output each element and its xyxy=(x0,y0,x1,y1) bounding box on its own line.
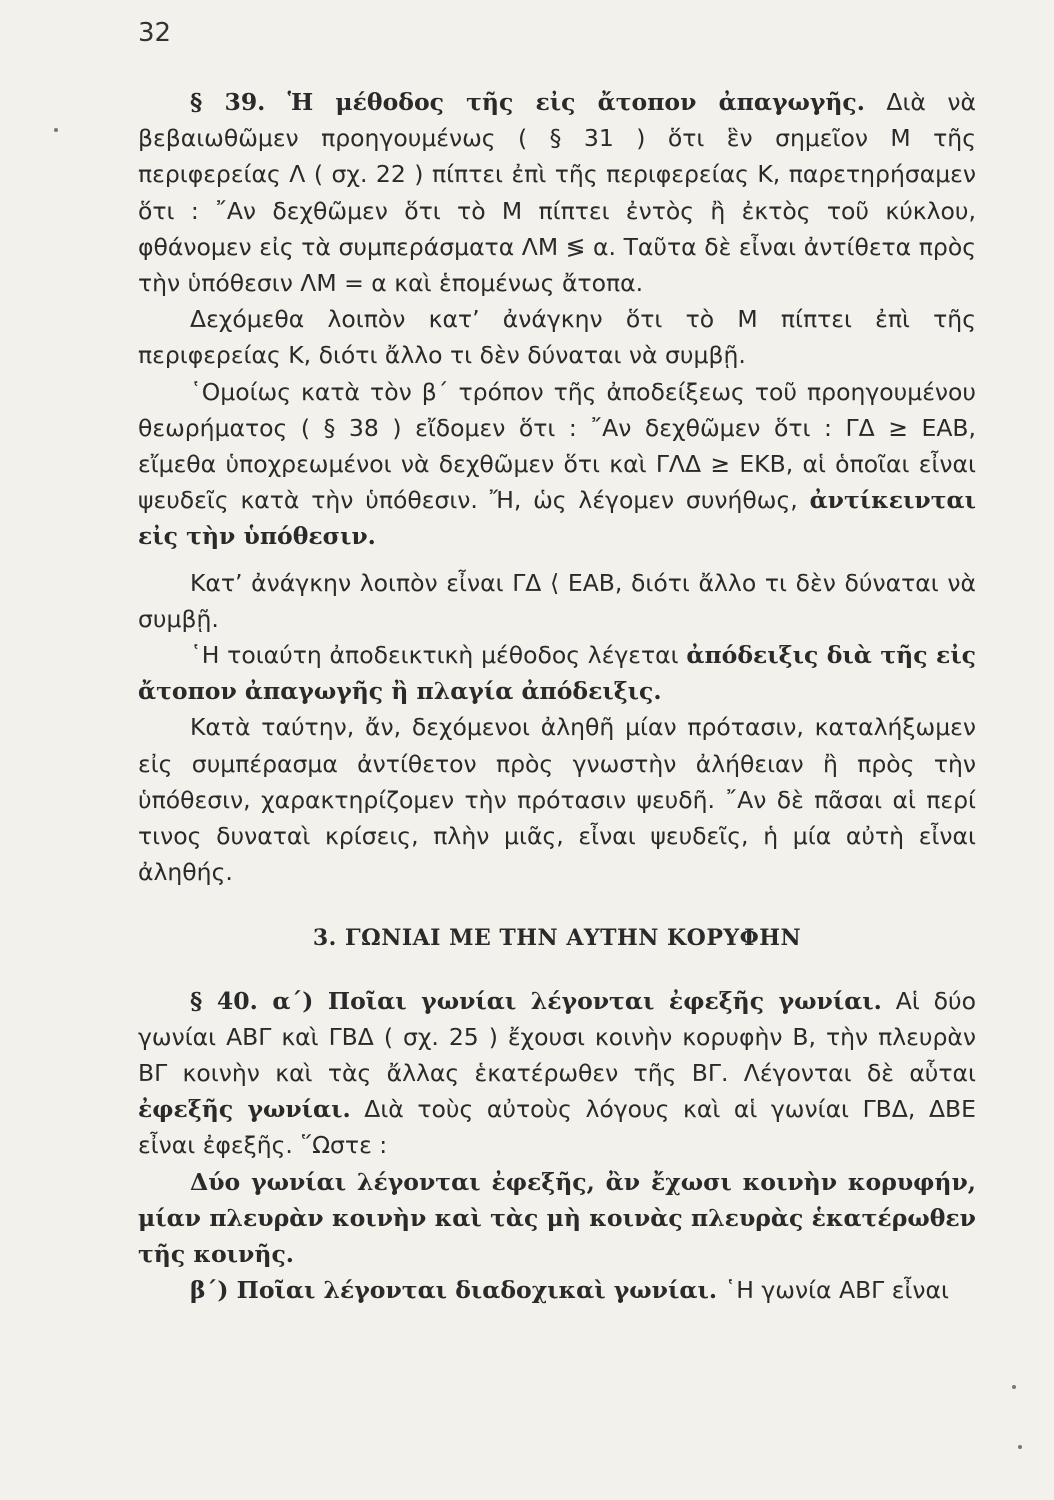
paragraph-method xyxy=(138,637,976,709)
therefore-text: Κατ’ ἀνάγκην λοιπὸν εἶναι ΓΔ ⟨ ΕΑΒ, διότι ἄλλο τι δὲν δύναται νὰ συμβῇ. xyxy=(138,568,976,633)
chapter-heading: 3. ΓΩΝΙΑΙ ΜΕ ΤΗΝ ΑΥΤΗΝ ΚΟΡΥΦΗΝ xyxy=(312,925,802,952)
section-40-text-2: Διὰ τοὺς αὐτοὺς λόγους καὶ αἱ γωνίαι ΓΒΔ, ΔΒΕ εἶναι ἐφεξῆς. ῞Ωστε : xyxy=(138,1095,976,1160)
paragraph-therefore xyxy=(138,565,976,637)
dust-speck xyxy=(54,128,58,132)
dust-speck xyxy=(1018,1445,1022,1449)
paragraph-similarly xyxy=(138,374,976,555)
contradict-bold: ἀντίκεινται εἰς τὴν ὑπόθεσιν. xyxy=(138,486,976,551)
accordingly-text: Κατὰ ταύτην, ἄν, δεχόμενοι ἀληθῆ μίαν πρότασιν, καταλήξωμεν εἰς συμπέρασμα ἀντίθετον πρὸς γνωστὴν ἀλήθειαν ἢ πρὸς τὴν ὑπόθεσιν, χαρακτηρίζομεν τὴν πρότασιν ψευδῆ. ῎Αν δὲ πᾶσαι αἱ περί τινος δυναταὶ κρίσεις, πλὴν μιᾶς, εἶναι ψευδεῖς, ἡ μία αὐτὴ εἶναι ἀληθής. xyxy=(138,713,976,887)
section-40b-title: β΄) Ποῖαι λέγονται διαδοχικαὶ γωνίαι. xyxy=(190,1276,717,1305)
paragraph-accept xyxy=(138,301,976,373)
paragraph-39 xyxy=(138,84,976,301)
adjacent-angles-bold: ἐφεξῆς γωνίαι. xyxy=(138,1095,351,1124)
dust-speck xyxy=(1012,1385,1016,1389)
section-40-title: § 40. α΄) Ποῖαι γωνίαι λέγονται ἐφεξῆς γωνίαι. xyxy=(190,986,882,1015)
similarly-text: ῾Ομοίως κατὰ τὸν β΄ τρόπον τῆς ἀποδείξεως τοῦ προηγουμένου θεωρήματος ( § 38 ) εἴδομεν ὅτι : ῎Αν δεχθῶμεν ὅτι : ΓΔ ≥ ΕΑΒ, εἴμεθα ὑποχρεωμένοι νὰ δεχθῶμεν ὅτι καὶ ΓΛΔ ≥ ΕΚΒ, αἱ ὁποῖαι εἶναι ψευδεῖς κατὰ τὴν ὑπόθεσιν. Ἤ, ὡς λέγομεν συνήθως, xyxy=(138,377,976,515)
definition-adjacent-angles: Δύο γωνίαι λέγονται ἐφεξῆς, ἂν ἔχωσι κοινὴν κορυφήν, μίαν πλευρὰν κοινὴν καὶ τὰς μὴ κοινὰς πλευρὰς ἑκατέρωθεν τῆς κοινῆς. xyxy=(138,1167,976,1269)
method-text: ῾Η τοιαύτη ἀποδεικτικὴ μέθοδος λέγεται xyxy=(190,641,687,670)
page-number: 32 xyxy=(138,18,172,48)
section-40b-text: ῾Η γωνία ΑΒΓ εἶναι xyxy=(717,1276,949,1305)
section-39-title: § 39. Ἡ μέθοδος τῆς εἰς ἄτοπον ἀπαγωγῆς. xyxy=(190,88,865,116)
accept-text: Δεχόμεθα λοιπὸν κατ’ ἀνάγκην ὅτι τὸ Μ πίπτει ἐπὶ τῆς περιφερείας Κ, διότι ἄλλο τι δὲν δύναται νὰ συμβῇ. xyxy=(138,305,976,370)
paragraph-40 xyxy=(138,983,976,1164)
section-40-text-1: Αἱ δύο γωνίαι ΑΒΓ καὶ ΓΒΔ ( σχ. 25 ) ἔχουσι κοινὴν κορυφὴν Β, τὴν πλευρὰν ΒΓ κοινὴν καὶ τὰς ἄλλας ἑκατέρωθεν τῆς ΒΓ. Λέγονται δὲ αὗται xyxy=(138,986,976,1088)
section-39-text: Διὰ νὰ βεβαιωθῶμεν προηγουμένως ( § 31 ) ὅτι ἓν σημεῖον Μ τῆς περιφερείας Λ ( σχ. 22 ) πίπτει ἐπὶ τῆς περιφερείας Κ, παρετηρήσαμεν ὅτι : ῎Αν δεχθῶμεν ὅτι τὸ Μ πίπτει ἐντὸς ἢ ἐκτὸς τοῦ κύκλου, φθάνομεν εἰς τὰ συμπεράσματα ΛΜ ≶ α. Ταῦτα δὲ εἶναι ἀντίθετα πρὸς τὴν ὑπόθεσιν ΛΜ = α καὶ ἑπομένως ἄτοπα. xyxy=(138,88,976,298)
paragraph-40b xyxy=(138,1272,976,1308)
page-text xyxy=(138,84,976,1309)
method-bold: ἀπόδειξις διὰ τῆς εἰς ἄτοπον ἀπαγωγῆς ἢ πλαγία ἀπόδειξις. xyxy=(138,641,976,706)
paragraph-accordingly xyxy=(138,709,976,890)
